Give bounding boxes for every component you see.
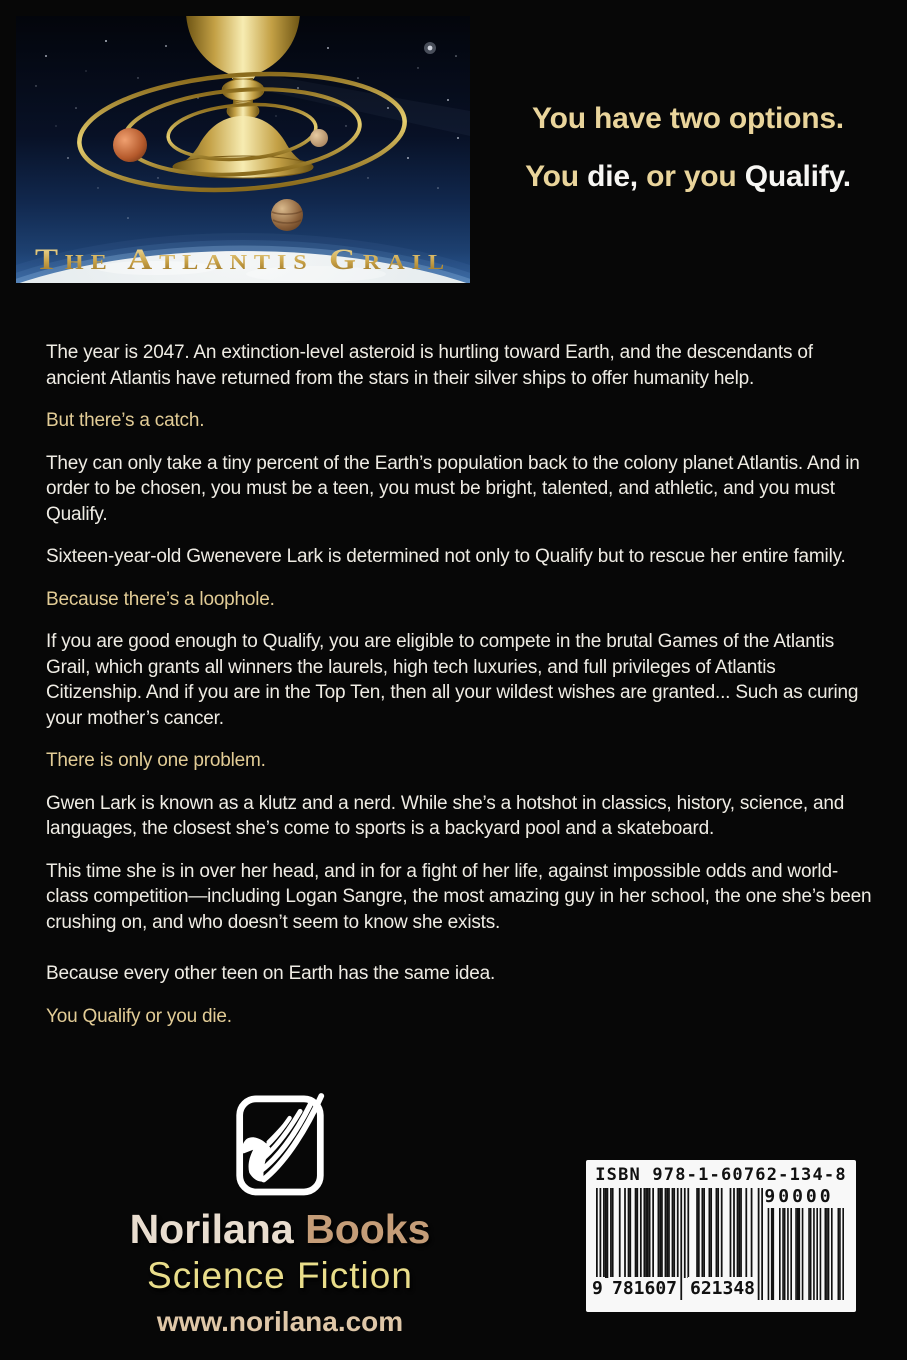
blurb-paragraph: Sixteen-year-old Gwenevere Lark is determined not only to Qualify but to rescue her entire family. <box>46 546 846 567</box>
blurb-heading: But there’s a catch. <box>46 410 205 431</box>
bright-star <box>428 46 433 51</box>
publisher-name <box>60 1206 500 1253</box>
blurb-heading: You Qualify or you die. <box>46 1005 232 1027</box>
blurb-paragraph: The year is 2047. An extinction-level asteroid is hurtling toward Earth, and the descendants of ancient Atlantis have returned from the stars in their silver ships to offer humanity help. <box>46 342 813 389</box>
blurb-paragraph: Because every other teen on Earth has the same idea. <box>46 963 496 984</box>
tagline-word: Qualify. <box>744 160 851 193</box>
publisher-name-primary: Norilana <box>129 1206 294 1252</box>
small-planet <box>310 129 328 147</box>
blurb <box>46 340 872 1046</box>
red-planet <box>113 128 147 162</box>
barcode-digits <box>592 1277 766 1302</box>
grail-illustration <box>16 16 470 283</box>
isbn-number: ISBN 978-1-60762-134-8 <box>595 1165 847 1185</box>
tagline-line2 <box>478 160 898 194</box>
cover-title: The Atlantis Grail <box>35 243 451 276</box>
barcode-digit-group: 781607 <box>612 1278 678 1299</box>
publisher-block <box>60 1086 500 1338</box>
blurb-heading: Because there’s a loophole. <box>46 588 275 610</box>
brown-planet <box>271 199 303 231</box>
tagline-word: or you <box>637 160 745 193</box>
ean5-barcode <box>766 1208 844 1300</box>
blurb-heading: There is only one problem. <box>46 750 266 771</box>
price-code: 90000 <box>764 1186 834 1207</box>
barcode-digit-group: 9 <box>592 1278 603 1299</box>
blurb-paragraph: This time she is in over her head, and in for a fight of her life, against impossible odds and world-class competition—including Logan Sangre, the most amazing guy in her school, the one she’s been crushing on, and who doesn’t seem to know she exists. <box>46 860 872 933</box>
tagline-line1: You have two options. <box>532 102 844 135</box>
publisher-imprint: Science Fiction <box>147 1255 413 1296</box>
publisher-website: www.norilana.com <box>156 1306 404 1337</box>
cover-art <box>16 16 470 283</box>
barcode-digit-group: 621348 <box>690 1278 756 1299</box>
winged-book-logo-icon <box>232 1086 328 1200</box>
tagline-word: You <box>525 160 588 193</box>
isbn-barcode-box <box>586 1160 856 1312</box>
blurb-paragraph: They can only take a tiny percent of the Earth’s population back to the colony planet Atlantis. And in order to be chosen, you must be a teen, you must be bright, talented, and athletic, and you must Qualify. <box>46 452 860 525</box>
publisher-name-secondary: Books <box>305 1206 431 1252</box>
blurb-paragraph: Gwen Lark is known as a klutz and a nerd. While she’s a hotshot in classics, history, science, and languages, the closest she’s come to sports is a backyard pool and a skateboard. <box>46 792 845 839</box>
tagline <box>478 102 898 194</box>
tagline-word: die, <box>587 160 638 193</box>
blurb-paragraph: If you are good enough to Qualify, you are eligible to compete in the brutal Games of the Atlantis Grail, which grants all winners the laurels, high tech luxuries, and full privileges of Atlantis Citizenship. And if you are in the Top Ten, then all your wildest wishes are granted... Such as curing your mother’s cancer. <box>46 631 859 729</box>
